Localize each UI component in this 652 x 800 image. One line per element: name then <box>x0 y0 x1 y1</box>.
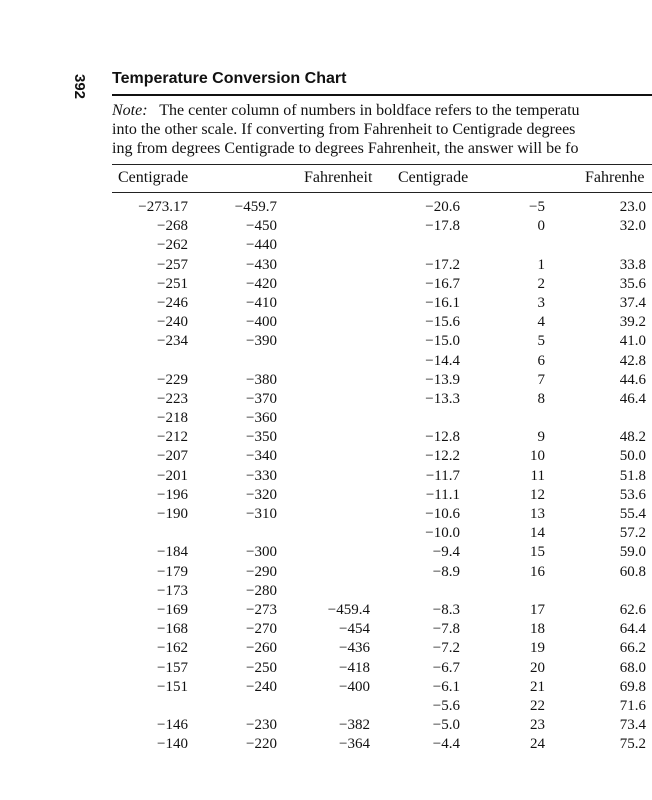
table-cell-fahrenheit-b: −320 <box>246 486 277 503</box>
table-cell-fahrenheit-b: −270 <box>246 621 277 638</box>
table-row <box>0 583 652 602</box>
table-cell-centigrade-d: −13.3 <box>425 390 460 407</box>
table-cell-fahrenheit-f: 46.4 <box>619 390 646 407</box>
table-row <box>0 410 652 429</box>
table-cell-centigrade-a: −257 <box>157 256 188 273</box>
header-centigrade-mid: Centigrade <box>398 169 469 186</box>
table-cell-centigrade-d: −8.3 <box>432 601 460 618</box>
table-row <box>0 199 652 218</box>
table-cell-center-value: 17 <box>530 601 545 618</box>
table-cell-fahrenheit-b: −220 <box>246 736 277 753</box>
table-cell-center-value: 7 <box>537 371 545 388</box>
table-row <box>0 257 652 276</box>
note-paragraph <box>112 101 652 158</box>
table-cell-fahrenheit-b: −380 <box>246 371 277 388</box>
table-cell-fahrenheit-b: −450 <box>246 218 277 235</box>
table-cell-centigrade-a: −212 <box>157 429 188 446</box>
table-cell-center-value: 8 <box>537 390 545 407</box>
table-cell-centigrade-d: −5.0 <box>432 717 460 734</box>
table-row <box>0 468 652 487</box>
table-cell-fahrenheit-f: 75.2 <box>619 736 646 753</box>
table-cell-center-value: 12 <box>530 486 545 503</box>
table-cell-centigrade-d: −10.0 <box>425 525 460 542</box>
table-cell-fahrenheit-f: 59.0 <box>619 544 646 561</box>
table-cell-fahrenheit-b: −360 <box>246 410 277 427</box>
table-cell-fahrenheit-b: −430 <box>246 256 277 273</box>
table-cell-fahrenheit-f: 42.8 <box>619 352 646 369</box>
table-cell-fahrenheit-f: 23.0 <box>619 199 646 215</box>
table-cell-centigrade-d: −16.7 <box>425 275 460 292</box>
table-cell-fahrenheit-f: 64.4 <box>619 621 646 638</box>
table-cell-centigrade-a: −196 <box>157 486 188 503</box>
note-line-3: ing from degrees Centigrade to degrees Fahrenheit, the answer will be fo <box>112 140 579 157</box>
table-cell-center-value: 14 <box>530 525 545 542</box>
table-cell-fahrenheit-f: 32.0 <box>619 218 646 235</box>
conversion-table <box>0 199 652 755</box>
table-cell-fahrenheit-f: 66.2 <box>619 640 646 657</box>
table-cell-centigrade-a: −246 <box>157 294 188 311</box>
table-cell-centigrade-d: −15.6 <box>425 314 460 331</box>
table-row <box>0 429 652 448</box>
table-cell-centigrade-d: −5.6 <box>432 697 460 714</box>
table-cell-centigrade-a: −268 <box>157 218 188 235</box>
table-cell-centigrade-d: −16.1 <box>425 294 460 311</box>
table-cell-center-value: 2 <box>537 275 545 292</box>
table-cell-fahrenheit-f: 55.4 <box>619 506 646 522</box>
table-cell-centigrade-d: −11.1 <box>425 486 460 503</box>
table-cell-fahrenheit-b: −260 <box>246 640 277 657</box>
table-cell-fahrenheit-f: 68.0 <box>619 659 646 676</box>
table-row <box>0 698 652 717</box>
table-cell-centigrade-d: −7.2 <box>432 640 460 657</box>
table-cell-fahrenheit-b: −350 <box>246 429 277 446</box>
table-cell-center-value: 21 <box>530 678 545 695</box>
table-cell-centigrade-d: −13.9 <box>425 371 460 388</box>
table-cell-center-value: 9 <box>537 429 545 446</box>
table-row <box>0 679 652 698</box>
table-cell-center-value: −5 <box>529 199 545 215</box>
table-cell-centigrade-a: −240 <box>157 314 188 331</box>
table-cell-fahrenheit-f: 73.4 <box>619 717 646 734</box>
table-row <box>0 621 652 640</box>
table-cell-center-value: 16 <box>530 563 545 580</box>
table-row <box>0 717 652 736</box>
table-row <box>0 487 652 506</box>
table-cell-fahrenheit-b: −340 <box>246 448 277 465</box>
table-cell-center-value: 13 <box>530 506 545 522</box>
table-cell-centigrade-d: −9.4 <box>432 544 460 561</box>
table-cell-centigrade-d: −14.4 <box>425 352 460 369</box>
table-cell-fahrenheit-f: 62.6 <box>619 601 646 618</box>
table-cell-centigrade-a: −262 <box>157 237 188 254</box>
table-row <box>0 544 652 563</box>
note-line-1 <box>112 101 652 120</box>
table-cell-centigrade-d: −12.8 <box>425 429 460 446</box>
table-cell-center-value: 0 <box>537 218 545 235</box>
page-number: 392 <box>71 74 88 100</box>
table-cell-fahrenheit-b: −230 <box>246 717 277 734</box>
table-cell-center-value: 15 <box>530 544 545 561</box>
note-line-2: into the other scale. If converting from Fahrenheit to Centigrade degrees <box>112 121 576 138</box>
table-cell-centigrade-d: −12.2 <box>425 448 460 465</box>
table-row <box>0 237 652 256</box>
table-row <box>0 333 652 352</box>
table-cell-fahrenheit-b: −273 <box>246 601 277 618</box>
table-cell-centigrade-a: −223 <box>157 390 188 407</box>
table-cell-center-value: 24 <box>530 736 545 753</box>
table-cell-fahrenheit-f: 51.8 <box>619 467 646 484</box>
table-cell-fahrenheit-c: −364 <box>339 736 370 753</box>
table-cell-centigrade-d: −6.1 <box>432 678 460 695</box>
table-cell-center-value: 10 <box>530 448 545 465</box>
table-cell-center-value: 19 <box>530 640 545 657</box>
table-cell-fahrenheit-f: 69.8 <box>619 678 646 695</box>
table-cell-fahrenheit-b: −300 <box>246 544 277 561</box>
table-cell-fahrenheit-f: 48.2 <box>619 429 646 446</box>
table-cell-fahrenheit-f: 60.8 <box>619 563 646 580</box>
table-cell-fahrenheit-f: 39.2 <box>619 314 646 331</box>
table-cell-fahrenheit-f: 33.8 <box>619 256 646 273</box>
table-row <box>0 506 652 525</box>
table-cell-fahrenheit-f: 41.0 <box>619 333 646 350</box>
table-cell-center-value: 23 <box>530 717 545 734</box>
header-top-rule <box>112 164 652 165</box>
table-cell-fahrenheit-f: 44.6 <box>619 371 646 388</box>
table-cell-centigrade-a: −201 <box>157 467 188 484</box>
table-cell-center-value: 22 <box>530 697 545 714</box>
table-row <box>0 602 652 621</box>
table-cell-center-value: 1 <box>537 256 545 273</box>
table-row <box>0 218 652 237</box>
table-cell-fahrenheit-b: −390 <box>246 333 277 350</box>
table-cell-centigrade-a: −218 <box>157 410 188 427</box>
header-bottom-rule <box>112 192 652 193</box>
table-cell-fahrenheit-c: −418 <box>339 659 370 676</box>
table-cell-fahrenheit-b: −280 <box>246 582 277 599</box>
table-cell-centigrade-d: −11.7 <box>425 467 460 484</box>
table-row <box>0 525 652 544</box>
table-cell-center-value: 18 <box>530 621 545 638</box>
table-cell-centigrade-a: −251 <box>157 275 188 292</box>
table-row <box>0 372 652 391</box>
table-row <box>0 564 652 583</box>
table-cell-centigrade-a: −140 <box>157 736 188 753</box>
table-cell-centigrade-a: −173 <box>157 582 188 599</box>
table-row <box>0 276 652 295</box>
header-fahrenheit-mid: Fahrenheit <box>304 169 373 186</box>
table-cell-centigrade-a: −234 <box>157 333 188 350</box>
table-cell-centigrade-a: −273.17 <box>138 199 188 215</box>
table-cell-fahrenheit-b: −290 <box>246 563 277 580</box>
table-cell-fahrenheit-b: −440 <box>246 237 277 254</box>
table-cell-center-value: 5 <box>537 333 545 350</box>
table-cell-centigrade-d: −6.7 <box>432 659 460 676</box>
table-cell-centigrade-a: −168 <box>157 621 188 638</box>
table-cell-fahrenheit-b: −420 <box>246 275 277 292</box>
table-row <box>0 660 652 679</box>
table-cell-fahrenheit-f: 71.6 <box>619 697 646 714</box>
table-cell-centigrade-a: −179 <box>157 563 188 580</box>
note-line-1-text: The center column of numbers in boldface refers to the temperatu <box>159 102 580 119</box>
table-cell-centigrade-a: −146 <box>157 717 188 734</box>
table-row <box>0 314 652 333</box>
table-cell-fahrenheit-b: −400 <box>246 314 277 331</box>
table-cell-fahrenheit-c: −436 <box>339 640 370 657</box>
table-cell-fahrenheit-b: −250 <box>246 659 277 676</box>
table-cell-centigrade-d: −15.0 <box>425 333 460 350</box>
table-cell-centigrade-d: −17.8 <box>425 218 460 235</box>
table-row <box>0 391 652 410</box>
table-row <box>0 295 652 314</box>
table-cell-centigrade-a: −157 <box>157 659 188 676</box>
table-cell-centigrade-a: −229 <box>157 371 188 388</box>
table-cell-center-value: 4 <box>537 314 545 331</box>
table-cell-fahrenheit-b: −459.7 <box>234 199 277 215</box>
note-label: Note: <box>112 102 148 119</box>
table-row <box>0 448 652 467</box>
table-cell-fahrenheit-f: 35.6 <box>619 275 646 292</box>
table-cell-fahrenheit-f: 53.6 <box>619 486 646 503</box>
table-cell-fahrenheit-b: −410 <box>246 294 277 311</box>
table-cell-fahrenheit-b: −240 <box>246 678 277 695</box>
table-cell-fahrenheit-b: −310 <box>246 506 277 522</box>
table-cell-center-value: 11 <box>530 467 545 484</box>
table-cell-centigrade-a: −162 <box>157 640 188 657</box>
table-row <box>0 640 652 659</box>
table-cell-fahrenheit-c: −400 <box>339 678 370 695</box>
table-cell-fahrenheit-c: −459.4 <box>327 601 370 618</box>
table-cell-centigrade-a: −190 <box>157 506 188 522</box>
table-cell-fahrenheit-c: −382 <box>339 717 370 734</box>
table-cell-center-value: 3 <box>537 294 545 311</box>
table-cell-fahrenheit-f: 57.2 <box>619 525 646 542</box>
page-title: Temperature Conversion Chart <box>112 70 347 87</box>
table-cell-centigrade-d: −7.8 <box>432 621 460 638</box>
table-row <box>0 736 652 755</box>
table-cell-centigrade-a: −151 <box>157 678 188 695</box>
table-cell-centigrade-a: −169 <box>157 601 188 618</box>
table-cell-centigrade-d: −10.6 <box>425 506 460 522</box>
table-cell-fahrenheit-b: −370 <box>246 390 277 407</box>
table-cell-fahrenheit-c: −454 <box>339 621 370 638</box>
table-row <box>0 353 652 372</box>
table-cell-fahrenheit-f: 50.0 <box>619 448 646 465</box>
table-cell-fahrenheit-f: 37.4 <box>619 294 646 311</box>
title-rule <box>112 94 652 96</box>
table-cell-centigrade-d: −8.9 <box>432 563 460 580</box>
table-cell-centigrade-a: −207 <box>157 448 188 465</box>
header-fahrenheit-right: Fahrenhe <box>585 169 645 186</box>
table-cell-centigrade-a: −184 <box>157 544 188 561</box>
table-cell-centigrade-d: −20.6 <box>425 199 460 215</box>
table-cell-fahrenheit-b: −330 <box>246 467 277 484</box>
table-cell-centigrade-d: −17.2 <box>425 256 460 273</box>
table-cell-center-value: 6 <box>537 352 545 369</box>
table-cell-centigrade-d: −4.4 <box>432 736 460 753</box>
header-centigrade-left: Centigrade <box>118 169 189 186</box>
table-cell-center-value: 20 <box>530 659 545 676</box>
